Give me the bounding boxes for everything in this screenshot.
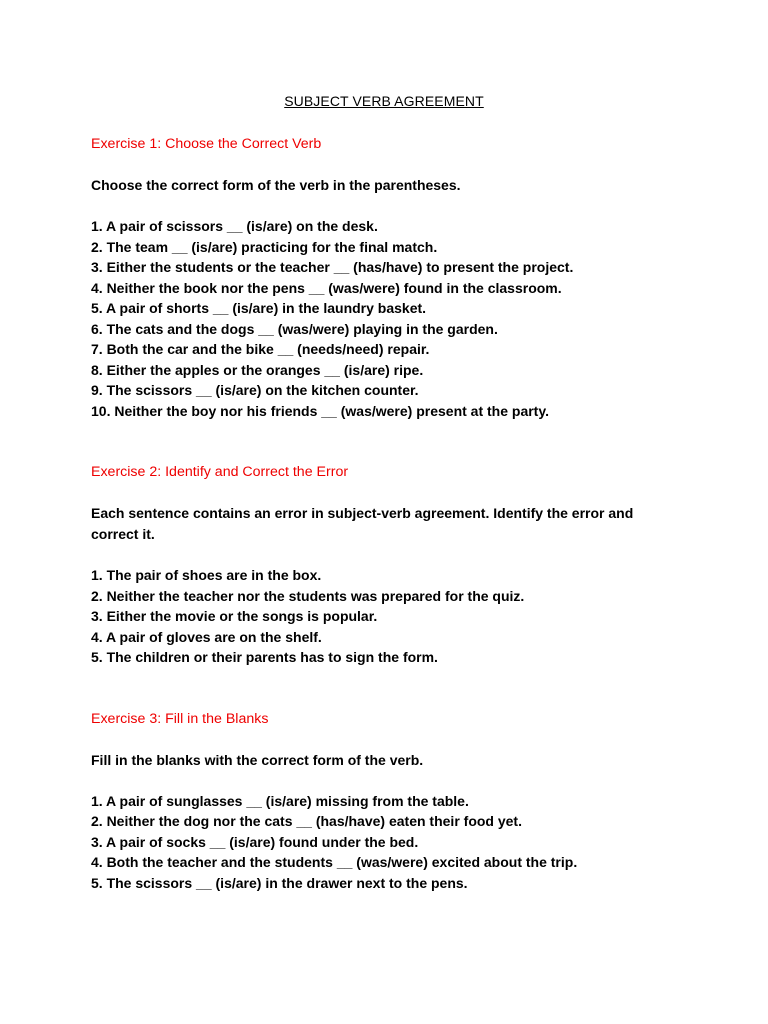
exercise-3-heading: Exercise 3: Fill in the Blanks	[91, 711, 269, 727]
exercise-2-item: 2. Neither the teacher nor the students was prepared for the quiz.	[91, 587, 525, 604]
exercise-2-list	[91, 565, 691, 668]
exercise-1-item: 1. A pair of scissors __ (is/are) on the desk.	[91, 218, 378, 234]
exercise-2-item: 4. A pair of gloves are on the shelf.	[91, 628, 322, 645]
exercise-1-item: 2. The team __ (is/are) practicing for the final match.	[91, 238, 438, 255]
exercise-2-item: 1. The pair of shoes are in the box.	[91, 567, 322, 583]
exercise-1-instruction: Choose the correct form of the verb in the parentheses.	[91, 177, 461, 193]
exercise-1-item: 3. Either the students or the teacher __ (has/have) to present the project.	[91, 259, 574, 275]
exercise-1-heading: Exercise 1: Choose the Correct Verb	[91, 136, 322, 152]
exercise-3-item: 4. Both the teacher and the students __ (was/were) excited about the trip.	[91, 854, 578, 870]
exercise-2-item: 5. The children or their parents has to sign the form.	[91, 649, 438, 665]
exercise-3-item: 2. Neither the dog nor the cats __ (has/have) eaten their food yet.	[91, 813, 522, 829]
exercise-1-item: 5. A pair of shorts __ (is/are) in the laundry basket.	[91, 300, 427, 316]
exercise-2-item: 3. Either the movie or the songs is popular.	[91, 608, 378, 624]
exercise-3-item: 1. A pair of sunglasses __ (is/are) missing from the table.	[91, 792, 469, 809]
exercise-3-instruction: Fill in the blanks with the correct form of the verb.	[91, 751, 424, 768]
exercise-1-item: 8. Either the apples or the oranges __ (is/are) ripe.	[91, 361, 424, 378]
exercise-3-list	[91, 791, 691, 894]
exercise-1-item: 4. Neither the book nor the pens __ (was/were) found in the classroom.	[91, 279, 562, 296]
exercise-1-item: 9. The scissors __ (is/are) on the kitchen counter.	[91, 382, 419, 398]
exercise-2-heading: Exercise 2: Identify and Correct the Error	[91, 464, 349, 480]
exercise-3-item: 3. A pair of socks __ (is/are) found under the bed.	[91, 833, 419, 850]
exercise-1-item: 10. Neither the boy nor his friends __ (was/were) present at the party.	[91, 402, 549, 419]
exercise-2-instruction-line-2: correct it.	[91, 525, 155, 542]
exercise-1-list	[91, 216, 691, 421]
exercise-1-item: 7. Both the car and the bike __ (needs/need) repair.	[91, 341, 430, 357]
document-title: SUBJECT VERB AGREEMENT	[284, 93, 484, 109]
exercise-2-instruction-line-1: Each sentence contains an error in subject-verb agreement. Identify the error and	[91, 505, 634, 521]
exercise-1-item: 6. The cats and the dogs __ (was/were) playing in the garden.	[91, 320, 498, 337]
exercise-3-item: 5. The scissors __ (is/are) in the drawer next to the pens.	[91, 874, 468, 891]
